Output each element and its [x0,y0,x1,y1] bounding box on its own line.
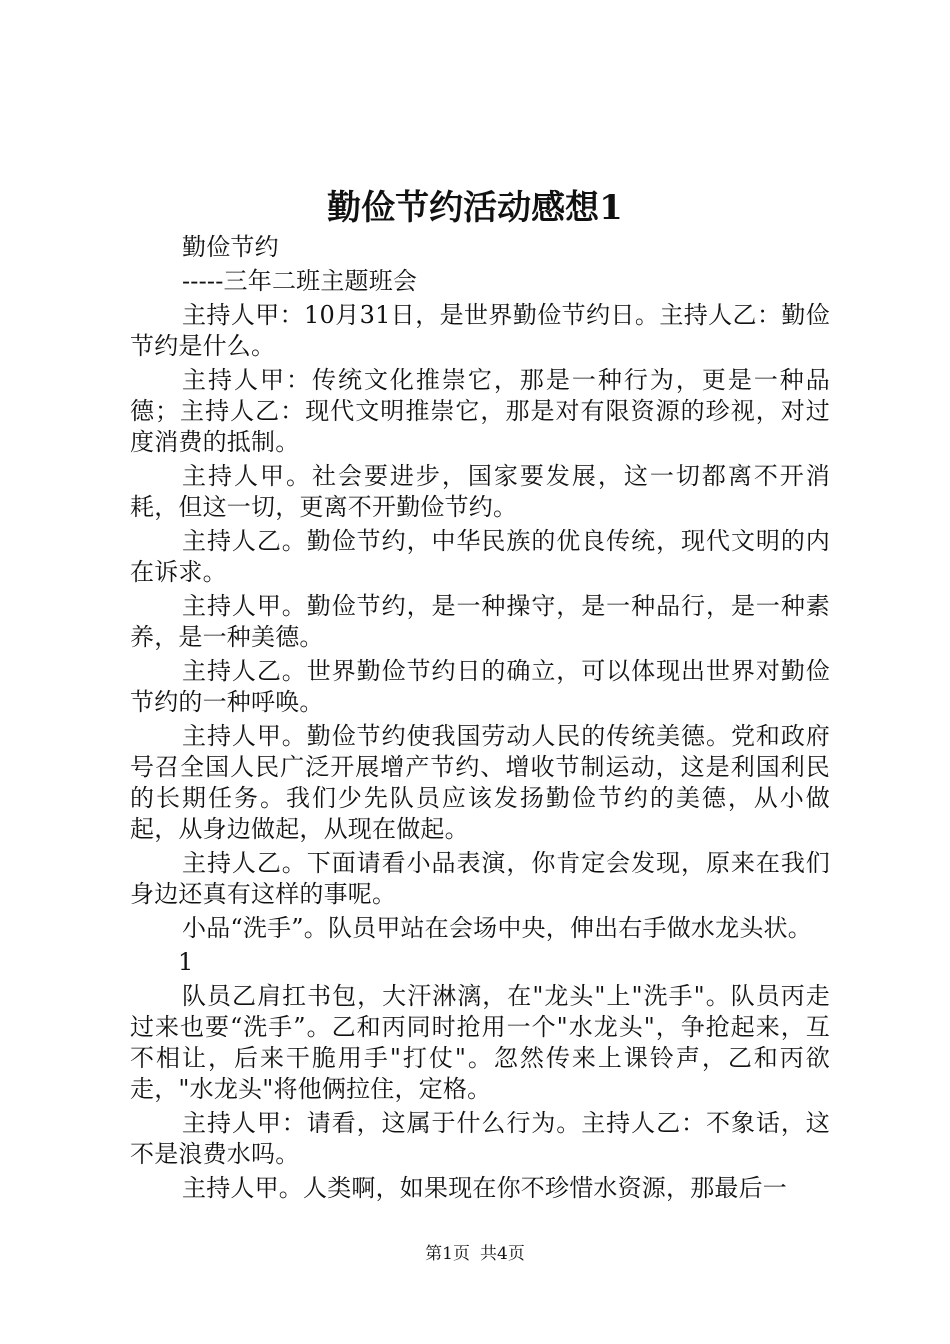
page-footer [0,1243,950,1265]
paragraph: 主持人甲：10月31日，是世界勤俭节约日。主持人乙：勤俭节约是什么。 [130,301,830,360]
document-title: 勤俭节约活动感想1 [327,188,623,228]
paragraph: 主持人甲：传统文化推崇它，那是一种行为，更是一种品德；主持人乙：现代文明推崇它，那是对有限资源的珍视，对过度消费的抵制。 [130,366,830,456]
paragraph: 主持人乙。世界勤俭节约日的确立，可以体现出世界对勤俭节约的一种呼唤。 [130,657,830,716]
paragraph: 队员乙肩扛书包，大汗淋漓，在"龙头"上"洗手"。队员丙走过来也要“洗手”。乙和丙同时抢用一个"水龙头"，争抢起来，互不相让，后来干脆用手"打仗"。忽然传来上课铃声，乙和丙欲走，"水龙头"将他俩拉住，定格。 [130,982,830,1103]
paragraph: 勤俭节约 [182,233,279,261]
paragraph: 主持人甲。勤俭节约，是一种操守，是一种品行，是一种素养，是一种美德。 [130,592,830,651]
paragraph: 主持人甲。勤俭节约使我国劳动人民的传统美德。党和政府号召全国人民广泛开展增产节约、增收节制运动，这是利国利民的长期任务。我们少先队员应该发扬勤俭节约的美德，从小做起，从身边做起，从现在做起。 [130,722,830,843]
inline-page-number: 1 [178,948,194,976]
paragraph: 主持人甲。人类啊，如果现在你不珍惜水资源，那最后一 [182,1174,787,1202]
paragraph: 主持人甲：请看，这属于什么行为。主持人乙：不象话，这不是浪费水吗。 [130,1109,830,1168]
paragraph: -----三年二班主题班会 [182,267,418,295]
paragraph: 主持人乙。勤俭节约，中华民族的优良传统，现代文明的内在诉求。 [130,527,830,586]
document-body [130,232,830,1207]
paragraph: 主持人甲。社会要进步，国家要发展，这一切都离不开消耗，但这一切，更离不开勤俭节约。 [130,462,830,521]
page-number-current: 第1页 [425,1244,470,1264]
paragraph: 小品“洗手”。队员甲站在会场中央，伸出右手做水龙头状。 [182,914,812,942]
paragraph: 主持人乙。下面请看小品表演，你肯定会发现，原来在我们身边还真有这样的事呢。 [130,849,830,908]
page-number-total: 共4页 [480,1244,525,1264]
